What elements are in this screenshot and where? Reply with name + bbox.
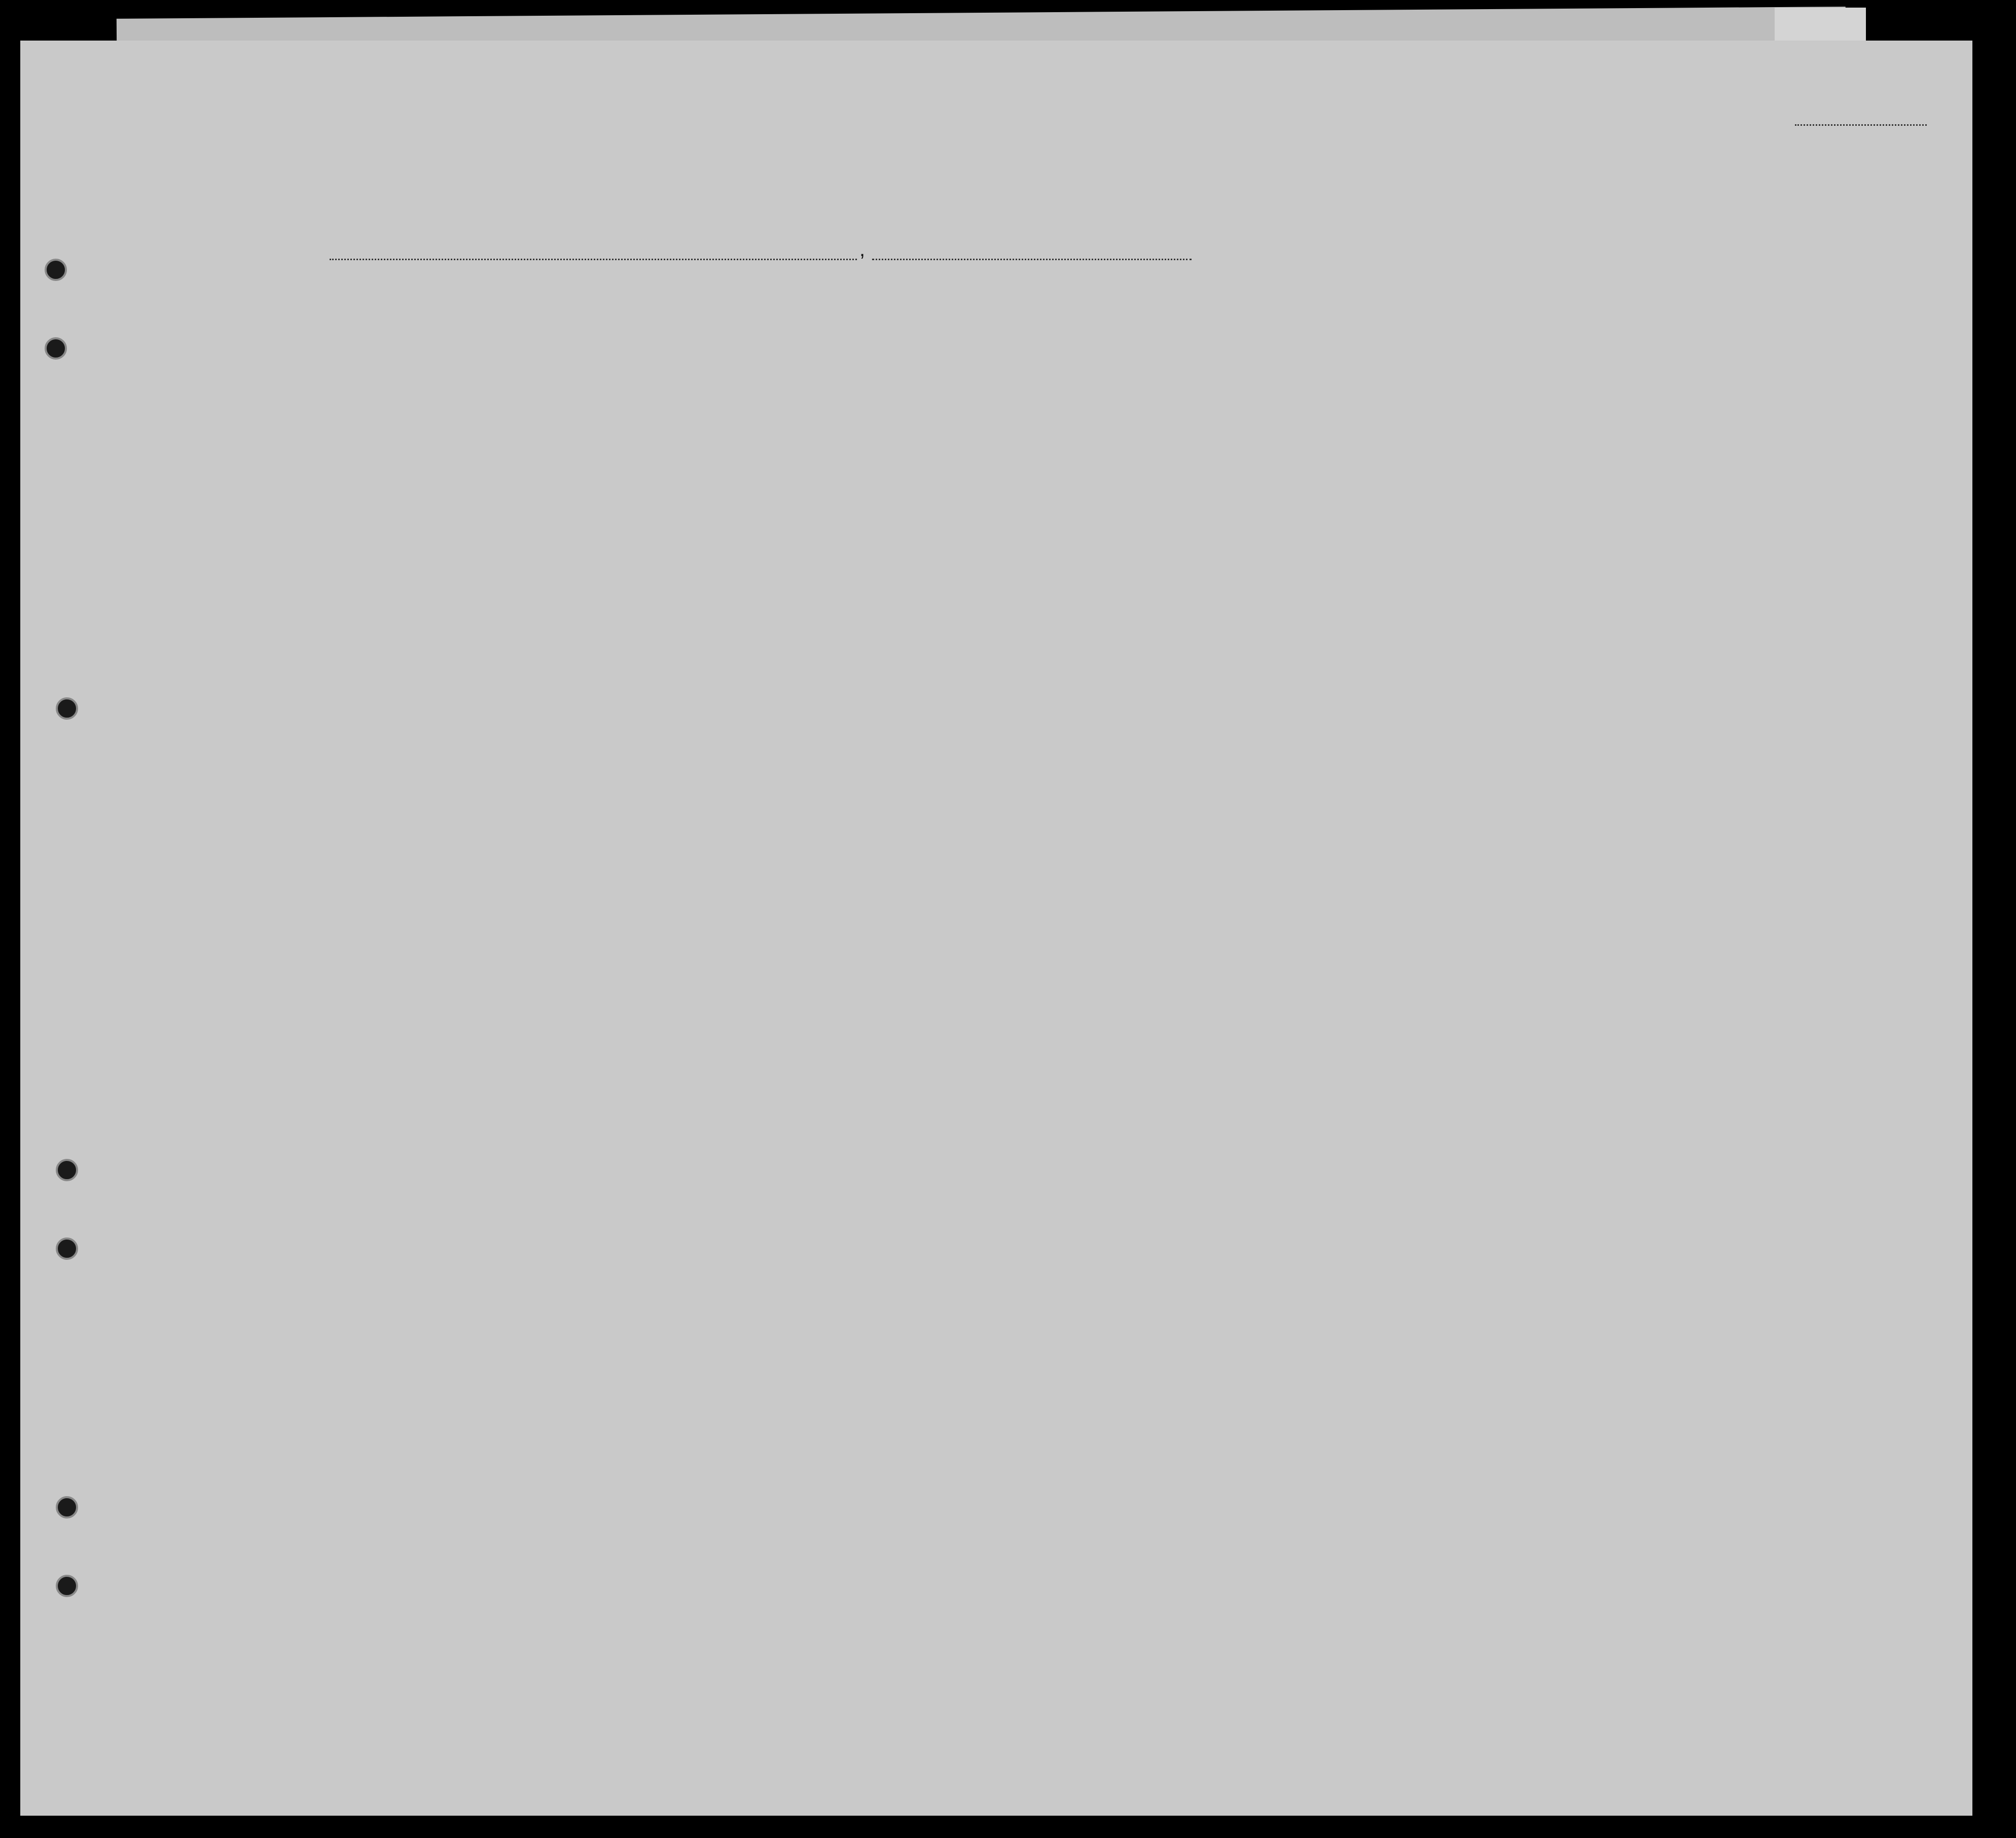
header-q28: [1389, 335, 1427, 444]
header-prison: [1288, 335, 1313, 444]
header-q29: [1443, 335, 1470, 444]
comma: ,: [859, 238, 866, 261]
